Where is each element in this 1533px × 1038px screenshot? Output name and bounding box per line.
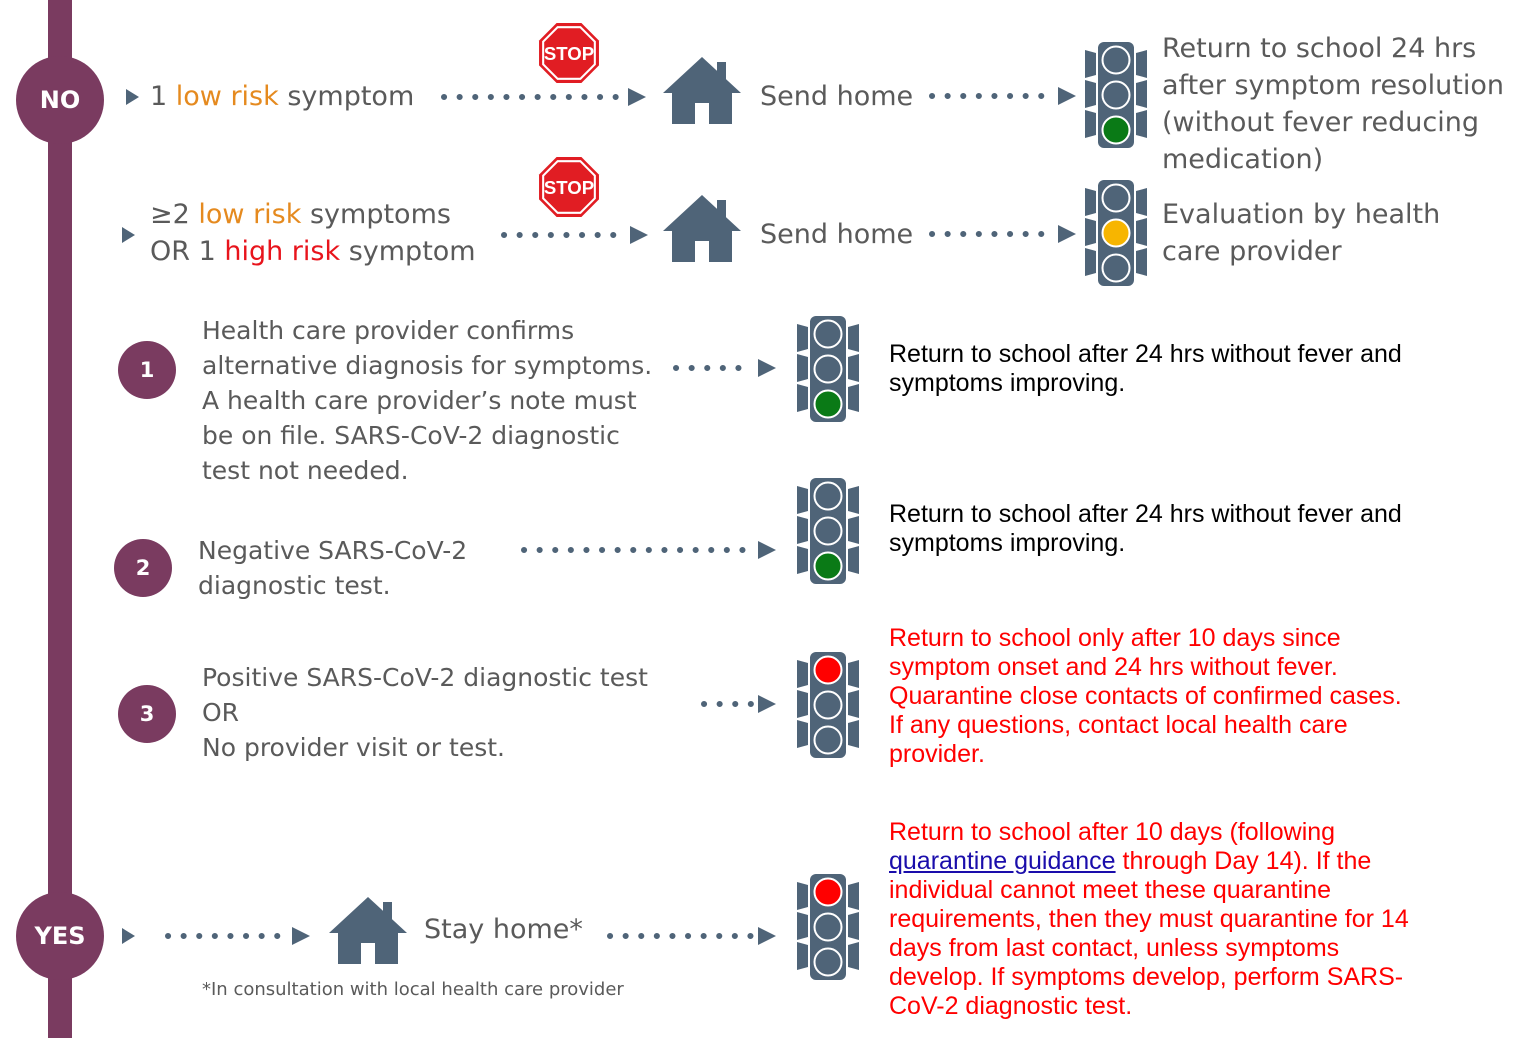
traffic-light-icon: [796, 314, 860, 424]
footnote: *In consultation with local health care provider: [202, 979, 624, 1000]
traffic-light-icon: [796, 476, 860, 586]
yes-action: Stay home*: [424, 914, 583, 945]
green-lamp: [815, 727, 842, 754]
row2-symptoms: ≥2 low risk symptoms OR 1 high risk symptom: [150, 199, 476, 267]
option3-text: Positive SARS-CoV-2 diagnostic test OR No provider visit or test.: [202, 663, 648, 762]
option1-text: Health care provider confirms alternative diagnosis for symptoms. A health care provider’s note must be on file. SARS-CoV-2 diagnostic test not needed.: [202, 316, 653, 485]
option2-text: Negative SARS-CoV-2 diagnostic test.: [198, 536, 468, 600]
yellow-lamp: [815, 692, 842, 719]
traffic-light-icon: [796, 650, 860, 760]
green-lamp: [815, 553, 842, 580]
dotted-arrow: [928, 84, 1078, 108]
dotted-arrow: [520, 539, 784, 561]
yes-label: YES: [34, 922, 86, 950]
step-2-circle: 2: [114, 539, 172, 597]
row2-action: Send home: [760, 219, 914, 250]
dotted-arrow: [672, 357, 784, 379]
red-lamp: [815, 321, 842, 348]
stop-sign-icon: [538, 22, 600, 84]
yellow-lamp: [815, 518, 842, 545]
yes-result: Return to school after 10 days (following quarantine guidance through Day 14). If the individual cannot meet these quarantine requirements, then they must quarantine for 14 days from last contact, unless symptoms develop. If symptoms develop, perform SARS- CoV-2 diagnostic test.: [889, 818, 1409, 1020]
traffic-light-icon: [1084, 40, 1148, 150]
bullet-arrow: [122, 227, 135, 243]
house-icon: [662, 192, 742, 264]
dotted-arrow: [700, 693, 784, 715]
dotted-arrow: [500, 224, 650, 246]
yes-circle: [16, 892, 104, 980]
house-icon: [328, 894, 408, 966]
red-lamp: [1103, 185, 1130, 212]
option2-result: Return to school after 24 hrs without fever and symptoms improving.: [889, 500, 1402, 557]
traffic-light-icon: [1084, 178, 1148, 288]
no-label: NO: [39, 86, 81, 114]
stop-sign-icon: [538, 156, 600, 218]
dotted-arrow: [606, 925, 784, 947]
row1-result: Return to school 24 hrs after symptom resolution (without fever reducing medication): [1162, 33, 1504, 175]
green-lamp: [815, 949, 842, 976]
red-lamp: [815, 483, 842, 510]
traffic-light-icon: [796, 872, 860, 982]
green-lamp: [815, 391, 842, 418]
bullet-arrow: [122, 928, 135, 944]
quarantine-guidance-link[interactable]: quarantine guidance: [889, 847, 1116, 875]
step-3-circle: 3: [118, 685, 176, 743]
decision-timeline: [48, 0, 72, 1038]
dotted-arrow: [440, 86, 650, 108]
yellow-lamp: [1103, 220, 1130, 247]
yellow-lamp: [1103, 82, 1130, 109]
option3-result: Return to school only after 10 days since symptom onset and 24 hrs without fever. Quarantine close contacts of confirmed cases. If any questions, contact local health care provider.: [889, 624, 1402, 768]
row2-result: Evaluation by health care provider: [1162, 199, 1441, 267]
house-icon: [662, 54, 742, 126]
yellow-lamp: [815, 914, 842, 941]
step-1-circle: 1: [118, 341, 176, 399]
row1-action: Send home: [760, 81, 914, 112]
dotted-arrow: [928, 222, 1078, 246]
row1-symptom: 1 low risk symptom: [150, 81, 415, 112]
red-lamp: [815, 879, 842, 906]
green-lamp: [1103, 255, 1130, 282]
bullet-arrow: [126, 89, 139, 105]
red-lamp: [815, 657, 842, 684]
no-circle: [16, 56, 104, 144]
green-lamp: [1103, 117, 1130, 144]
red-lamp: [1103, 47, 1130, 74]
option1-result: Return to school after 24 hrs without fever and symptoms improving.: [889, 340, 1402, 397]
dotted-arrow: [164, 925, 318, 947]
yellow-lamp: [815, 356, 842, 383]
